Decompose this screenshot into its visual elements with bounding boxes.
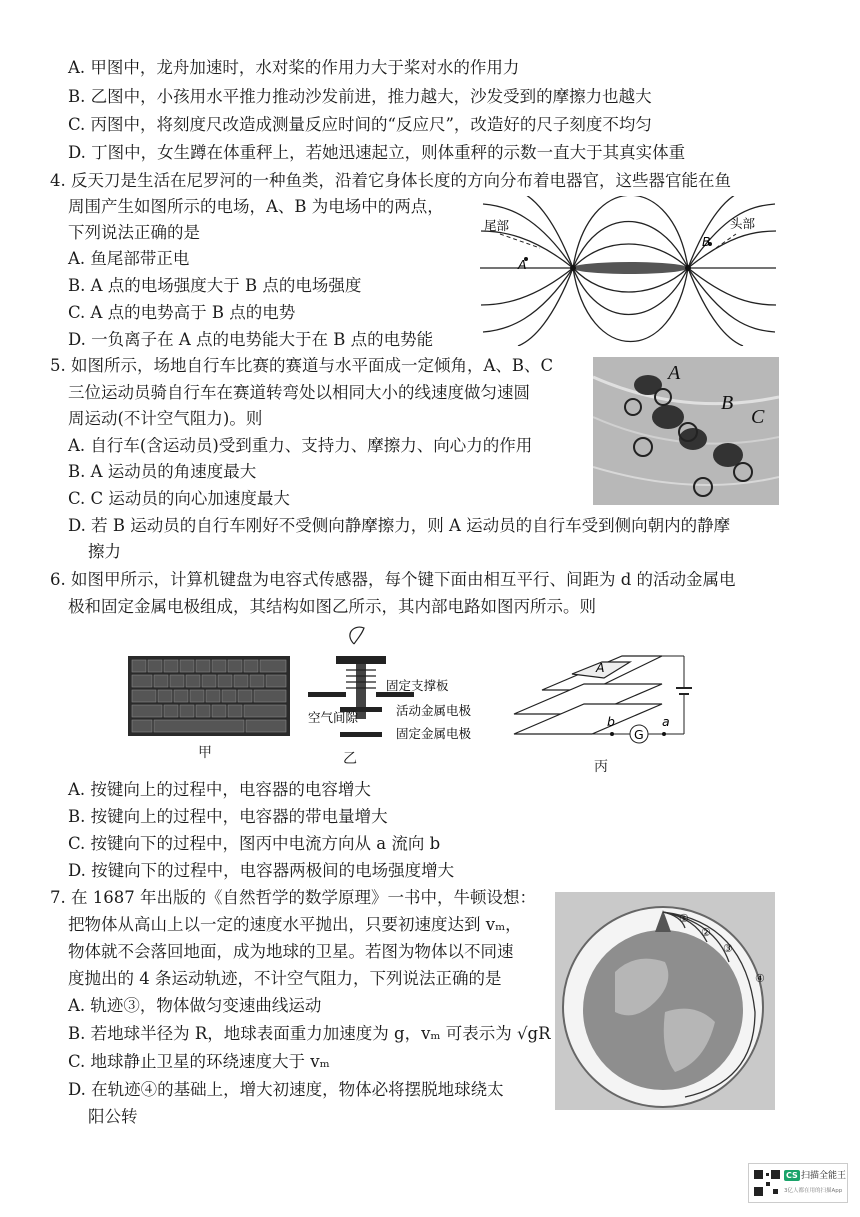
electric-field-diagram bbox=[478, 196, 778, 346]
q6-stem-line1: 6. 如图甲所示，计算机键盘为电容式传感器，每个键下面由相互平行、间距为 d 的活动金属电 bbox=[50, 570, 736, 589]
q5-option-a: A. 自行车(含运动员)受到重力、支持力、摩擦力、向心力的作用 bbox=[68, 436, 533, 455]
key-a-label: A bbox=[596, 660, 605, 675]
rider-b-label: B bbox=[721, 392, 734, 414]
cs-badge: CS bbox=[786, 1171, 798, 1180]
circuit-diagram bbox=[512, 648, 692, 754]
q7-stem-line4: 度抛出的 4 条运动轨迹，不计空气阻力，下列说法正确的是 bbox=[68, 969, 502, 988]
trajectory-1-label: ① bbox=[679, 912, 689, 925]
q5-stem-line2: 三位运动员骑自行车在赛道转弯处以相同大小的线速度做匀速圆 bbox=[68, 383, 530, 402]
q4-option-c: C. A 点的电势高于 B 点的电势 bbox=[68, 303, 296, 322]
fixed-electrode-label: 固定金属电极 bbox=[396, 726, 472, 741]
q4-stem-line2: 周围产生如图所示的电场，A、B 为电场中的两点， bbox=[68, 197, 444, 216]
rider-a-label: A bbox=[668, 362, 681, 384]
q5-option-c: C. C 运动员的向心加速度最大 bbox=[68, 489, 290, 508]
q5-stem-line3: 周运动(不计空气阻力)。则 bbox=[68, 409, 263, 428]
point-b-label: B bbox=[702, 234, 711, 249]
q4-stem-line3: 下列说法正确的是 bbox=[68, 223, 200, 242]
point-b-circuit-label: b bbox=[607, 714, 615, 729]
galvanometer-label: G bbox=[634, 727, 644, 742]
scanner-app-subtitle: 3亿人都在用的扫描App bbox=[784, 1188, 843, 1194]
q5-option-b: B. A 运动员的角速度最大 bbox=[68, 462, 257, 481]
q4-option-a: A. 鱼尾部带正电 bbox=[68, 249, 190, 268]
q7-option-a: A. 轨迹③，物体做匀变速曲线运动 bbox=[68, 996, 322, 1015]
q6-option-a: A. 按键向上的过程中，电容器的电容增大 bbox=[68, 780, 371, 799]
head-label: 头部 bbox=[730, 216, 756, 231]
fixed-support-label: 固定支撑板 bbox=[386, 678, 449, 693]
rider-c-label: C bbox=[751, 406, 765, 428]
air-gap-label: 空气间隙 bbox=[308, 710, 359, 725]
cycling-track-photo bbox=[593, 357, 779, 505]
q7-stem-line1: 7. 在 1687 年出版的《自然哲学的数学原理》一书中，牛顿设想： bbox=[50, 888, 536, 907]
q3-option-b: B. 乙图中，小孩用水平推力推动沙发前进，推力越大，沙发受到的摩擦力也越大 bbox=[68, 87, 652, 106]
q7-option-c: C. 地球静止卫星的环绕速度大于 vₘ bbox=[68, 1052, 330, 1071]
scanner-app-title: 扫描全能王 bbox=[801, 1171, 847, 1181]
caption-yi: 乙 bbox=[343, 751, 357, 767]
q7-option-b: B. 若地球半径为 R，地球表面重力加速度为 g，vₘ 可表示为 √gR bbox=[68, 1024, 551, 1043]
q3-option-d: D. 丁图中，女生蹲在体重秤上，若她迅速起立，则体重秤的示数一直大于其真实体重 bbox=[68, 143, 686, 162]
q6-stem-line2: 极和固定金属电极组成，其结构如图乙所示，其内部电路如图丙所示。则 bbox=[68, 597, 596, 616]
q7-stem-line2: 把物体从高山上以一定的速度水平抛出，只要初速度达到 vₘ， bbox=[68, 915, 522, 934]
q4-option-d: D. 一负离子在 A 点的电势能大于在 B 点的电势能 bbox=[68, 330, 434, 349]
q4-option-b: B. A 点的电场强度大于 B 点的电场强度 bbox=[68, 276, 362, 295]
caption-bing: 丙 bbox=[594, 759, 608, 775]
caption-jia: 甲 bbox=[198, 745, 212, 761]
q6-option-c: C. 按键向下的过程中，图丙中电流方向从 a 流向 b bbox=[68, 834, 441, 853]
q7-stem-line3: 物体就不会落回地面，成为地球的卫星。若图为物体以不同速 bbox=[68, 942, 514, 961]
q3-option-a: A. 甲图中，龙舟加速时，水对桨的作用力大于桨对水的作用力 bbox=[68, 58, 520, 77]
qr-code-icon bbox=[753, 1169, 781, 1197]
q7-option-d: D. 在轨迹④的基础上，增大初速度，物体必将摆脱地球绕太 bbox=[68, 1080, 504, 1099]
q7-option-d-cont: 阳公转 bbox=[88, 1107, 138, 1126]
q5-stem-line1: 5. 如图所示，场地自行车比赛的赛道与水平面成一定倾角，A、B、C bbox=[50, 356, 554, 375]
newton-cannon-diagram bbox=[555, 892, 775, 1110]
trajectory-4-label: ④ bbox=[755, 972, 765, 985]
key-structure-diagram bbox=[304, 622, 504, 744]
q5-option-d-cont: 擦力 bbox=[88, 542, 121, 561]
movable-electrode-label: 活动金属电极 bbox=[396, 703, 472, 718]
point-a-label: A bbox=[518, 257, 527, 272]
keyboard-photo bbox=[128, 656, 290, 736]
tail-label: 尾部 bbox=[484, 218, 510, 233]
scanner-watermark bbox=[748, 1163, 848, 1203]
q3-option-c: C. 丙图中，将刻度尺改造成测量反应时间的“反应尺”，改造好的尺子刻度不均匀 bbox=[68, 115, 652, 134]
point-a-circuit-label: a bbox=[662, 714, 670, 729]
q4-stem-line1: 4. 反天刀是生活在尼罗河的一种鱼类，沿着它身体长度的方向分布着电器官，这些器官能在鱼 bbox=[50, 171, 731, 190]
q6-option-b: B. 按键向上的过程中，电容器的带电量增大 bbox=[68, 807, 388, 826]
q5-option-d: D. 若 B 运动员的自行车刚好不受侧向静摩擦力，则 A 运动员的自行车受到侧向朝内的静摩 bbox=[68, 516, 731, 535]
trajectory-3-label: ③ bbox=[723, 942, 733, 955]
q6-option-d: D. 按键向下的过程中，电容器两极间的电场强度增大 bbox=[68, 861, 455, 880]
trajectory-2-label: ② bbox=[701, 926, 711, 939]
